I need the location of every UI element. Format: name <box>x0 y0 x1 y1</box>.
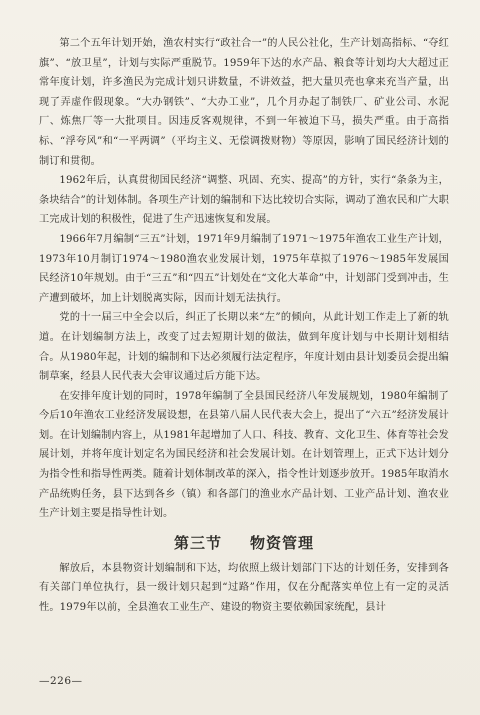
section-heading <box>39 532 449 553</box>
section-title-text: 物资管理 <box>250 533 315 552</box>
paragraph-annual-planning: 在安排年度计划的同时，1978年编制了全县国民经济八年发展规划，1980年编制了今后10年渔农工业经济发展设想，在县第八届人民代表大会上，提出了“六五”经济发展计划。在计划编制内容上，从1981年起增加了人口、科技、教育、文化卫生、体育等社会发展计划，并将年度计划定名为国民经济和社会发展计划。在计划管理上，正式下达计划分为指令性和指导性两类。随着计划体制改革的深入，指令性计划逐步放开。1985年取消水产品统购任务，县下达到各乡（镇）和各部门的渔业水产品计划、工业产品计划、渔农业生产计划主要是指导性计划。 <box>39 390 449 520</box>
section-number: 第三节 <box>173 533 222 552</box>
paragraph-1962-adjustment: 1962年后，认真贯彻国民经济“调整、巩固、充实、提高”的方针，实行“条条为主，条块结合”的计划体制。各项生产计划的编制和下达比较切合实际，调动了渔农民和广大职工完成计划的积极性，促进了生产迅速恢复和发展。 <box>39 175 449 226</box>
paragraph-people-commune: 第二个五年计划开始，渔农村实行“政社合一”的人民公社化，生产计划高指标、“夺红旗”、“放卫星”，计划与实际严重脱节。1959年下达的水产品、粮食等计划均大大超过正常年度计划，许多渔民为完成计划只讲数量，不讲效益，把大量贝壳也拿来充当产量，出现了弄虚作假现象。“大办钢铁”、“大办工业”，几个月办起了制铁厂、矿业公司、水泥厂、炼焦厂等一大批项目。因违反客观规律，不到一年被迫下马，损失严重。由于高指标、“浮夸风”和“一平两调”（平均主义、无偿调拨财物）等原因，影响了国民经济计划的制订和贯彻。 <box>39 38 449 167</box>
paragraph-third-fourth-plans: 1966年7月编制“三五”计划，1971年9月编制了1971～1975年渔农工业生产计划，1973年10月制订1974～1980渔农业发展计划，1975年草拟了1976～1985年发展国民经济10年规划。由于“三五”和“四五”计划处在“文化大革命”中，计划部门受到冲击，生产遭到破坏，加上计划脱离实际，因而计划无法执行。 <box>39 233 449 304</box>
paragraph-third-plenum: 党的十一届三中全会以后，纠正了长期以来“左”的倾向，从此计划工作走上了新的轨道。在计划编制方法上，改变了过去短期计划的做法，做到年度计划与中长期计划相结合。从1980年起，计划的编制和下达必须履行法定程序，年度计划由县计划委员会提出编制草案，经县人民代表大会审议通过后方能下达。 <box>39 312 449 383</box>
paragraph-material-planning: 解放后，本县物资计划编制和下达，均依照上级计划部门下达的计划任务，安排到各有关部门单位执行，县一级计划只起到“过路”作用，仅在分配落实单位上有一定的灵活性。1979年以前，全县渔农工业生产、建设的物资主要依赖国家统配，县计 <box>39 562 449 614</box>
page-number: —226— <box>39 675 83 687</box>
body-text <box>39 34 449 618</box>
